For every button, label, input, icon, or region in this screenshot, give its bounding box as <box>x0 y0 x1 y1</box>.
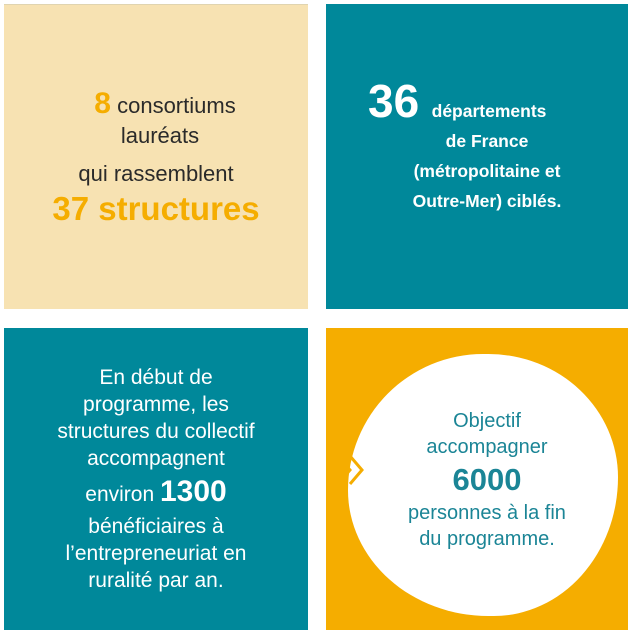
objectif-tile <box>326 328 628 630</box>
environ-label: environ <box>85 483 160 506</box>
beneficiaires-tile <box>4 328 308 630</box>
laureats-label: lauréats <box>120 123 200 148</box>
debut-label: En début de <box>99 366 213 389</box>
beneficiaires-label: bénéficiaires à <box>88 515 224 538</box>
beneficiaires-stat <box>4 364 308 594</box>
rassemblent-label: qui rassemblent <box>78 161 234 186</box>
metropolitaine-label: (métropolitaine et <box>413 161 561 181</box>
accompagner-label: accompagner <box>426 436 548 458</box>
consortiums-stat <box>4 89 308 229</box>
objectif-stat <box>326 408 628 552</box>
entrepreneuriat-label: l’entrepreneuriat en <box>65 542 247 565</box>
objectif-count: 6000 <box>452 462 522 497</box>
personnes-label: personnes à la fin <box>408 502 566 524</box>
accompagnent-label: accompagnent <box>87 447 225 470</box>
structures-collectif-label: structures du collectif <box>57 420 255 443</box>
france-label: de France <box>445 131 529 151</box>
outre-mer-label: Outre-Mer) ciblés. <box>412 191 562 211</box>
consortiums-label: consortiums <box>110 93 236 118</box>
beneficiaires-count: 1300 <box>159 475 227 508</box>
departements-description <box>326 126 628 216</box>
programme-label: programme, les <box>83 393 229 416</box>
consortiums-tile <box>4 4 308 309</box>
ruralite-label: ruralité par an. <box>88 569 224 592</box>
structures-count: 37 structures <box>52 190 260 227</box>
fin-programme-label: du programme. <box>419 528 555 550</box>
departements-tile <box>326 4 628 309</box>
consortiums-count: 8 <box>94 87 111 120</box>
departements-stat <box>368 74 628 128</box>
departements-count: 36 <box>368 75 420 127</box>
departements-label: départements <box>431 101 547 121</box>
objectif-label: Objectif <box>453 410 521 432</box>
